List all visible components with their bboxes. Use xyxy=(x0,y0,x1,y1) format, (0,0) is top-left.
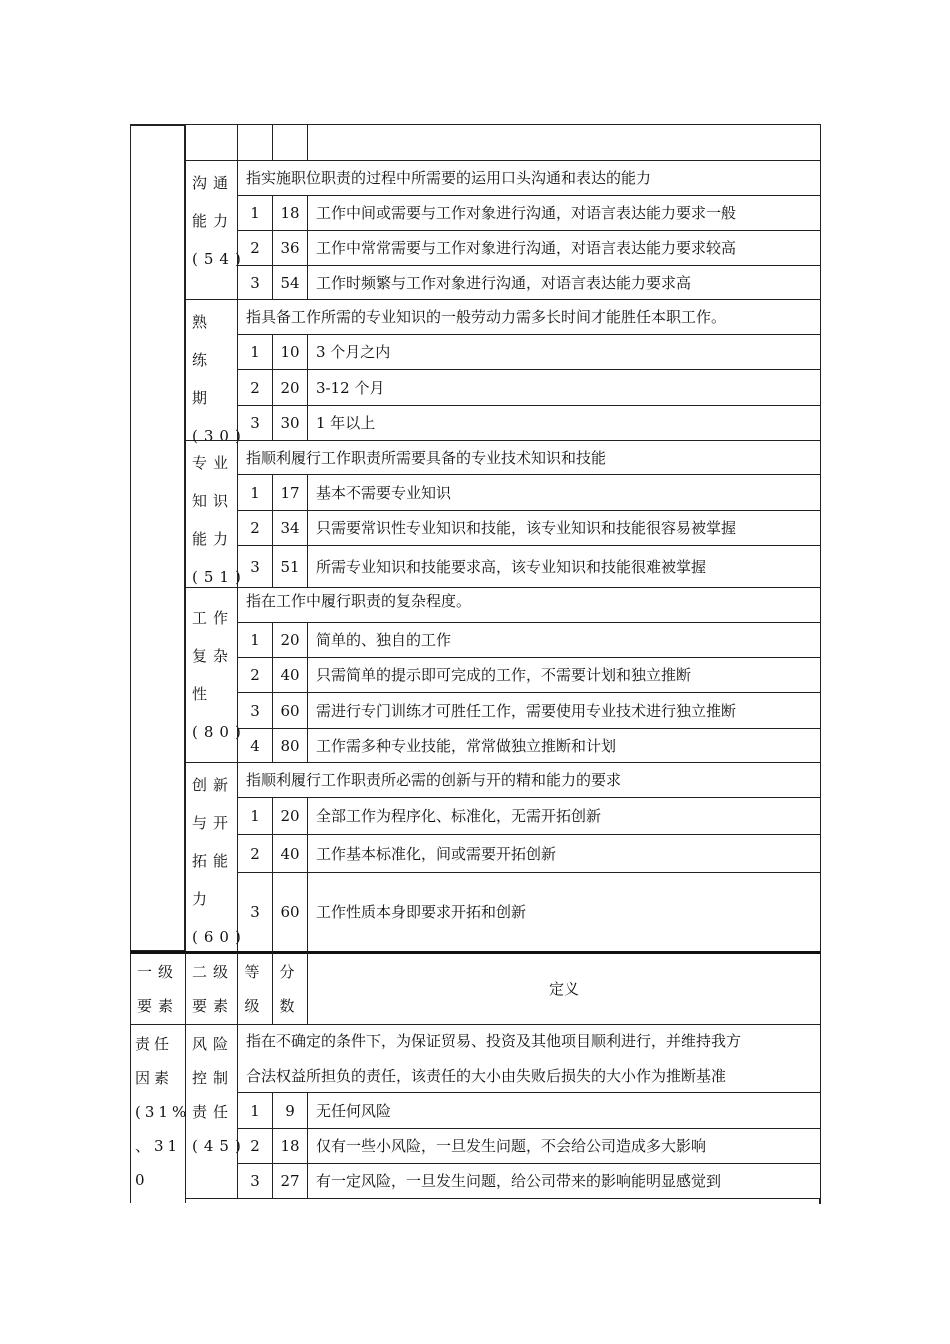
label-line: (45) xyxy=(192,1137,247,1155)
level-description: 需进行专门训练才可胜任工作，需要使用专业技术进行独立推断 xyxy=(307,692,821,729)
header-primary-factor xyxy=(130,951,186,1025)
level-grade: 1 xyxy=(237,474,273,511)
header-grade xyxy=(237,951,273,1025)
label-line: 0 xyxy=(135,1171,149,1189)
factor-definition: 指顺利履行工作职责所需要具备的专业技术知识和技能 xyxy=(237,440,821,475)
label-line: 复杂 xyxy=(192,647,235,665)
secondary-factor-label xyxy=(185,160,247,300)
label-line: 控制 xyxy=(192,1069,235,1087)
level-grade: 2 xyxy=(237,230,273,266)
level-score: 17 xyxy=(272,474,308,511)
label-line: 工作 xyxy=(192,609,235,627)
level-description: 工作性质本身即要求开拓和创新 xyxy=(307,872,821,952)
factor-definition: 指实施职位职责的过程中所需要的运用口头沟通和表达的能力 xyxy=(237,160,821,196)
level-grade: 1 xyxy=(237,1092,273,1129)
level-grade: 1 xyxy=(237,622,273,658)
label-line: (51) xyxy=(192,568,247,586)
secondary-factor-label xyxy=(185,440,247,588)
header-line: 等 xyxy=(244,963,266,981)
label-line: (30) xyxy=(192,427,247,445)
header-secondary-factor xyxy=(185,951,238,1025)
label-line: 性 xyxy=(192,685,214,703)
level-grade: 3 xyxy=(237,405,273,441)
level-score: 36 xyxy=(272,230,308,266)
level-score: 40 xyxy=(272,657,308,693)
level-description: 1 年以上 xyxy=(307,405,821,441)
level-score: 60 xyxy=(272,872,308,952)
label-line: 与开 xyxy=(192,814,235,832)
header-definition: 定义 xyxy=(307,951,821,1025)
label-line: 期 xyxy=(192,389,214,407)
table-right-edge xyxy=(819,1198,821,1204)
level-grade: 2 xyxy=(237,510,273,546)
level-description: 只需要常识性专业知识和技能，该专业知识和技能很容易被掌握 xyxy=(307,510,821,546)
factor-definition: 指具备工作所需的专业知识的一般劳动力需多长时间才能胜任本职工作。 xyxy=(237,299,821,335)
header-line: 分 xyxy=(279,963,301,981)
level-grade: 4 xyxy=(237,728,273,763)
label-line: 沟通 xyxy=(192,174,235,192)
level-score: 18 xyxy=(272,1128,308,1164)
level-grade xyxy=(237,124,273,161)
level-description: 3-12 个月 xyxy=(307,369,821,406)
level-score: 80 xyxy=(272,728,308,763)
level-description: 工作时频繁与工作对象进行沟通，对语言表达能力要求高 xyxy=(307,265,821,300)
level-description: 简单的、独自的工作 xyxy=(307,622,821,658)
level-score: 20 xyxy=(272,797,308,835)
header-line: 二级 xyxy=(192,963,235,981)
label-line: 责任 xyxy=(192,1103,235,1121)
level-grade: 2 xyxy=(237,1128,273,1164)
level-description: 工作中间或需要与工作对象进行沟通，对语言表达能力要求一般 xyxy=(307,195,821,231)
level-description: 工作需多种专业技能，常常做独立推断和计划 xyxy=(307,728,821,763)
level-grade: 1 xyxy=(237,797,273,835)
level-score: 20 xyxy=(272,369,308,406)
level-score: 9 xyxy=(272,1092,308,1129)
responsibility-definition xyxy=(237,1024,821,1093)
secondary-factor-label xyxy=(185,124,238,161)
factor-definition: 指在工作中履行职责的复杂程度。 xyxy=(237,587,821,623)
responsibility-primary-factor xyxy=(130,1024,191,1203)
header-line: 数 xyxy=(279,997,301,1015)
level-description: 无任何风险 xyxy=(307,1092,821,1129)
level-grade: 3 xyxy=(237,265,273,300)
level-score: 34 xyxy=(272,510,308,546)
label-line: 知识 xyxy=(192,492,235,510)
primary-factor-cell-upper xyxy=(130,124,185,951)
label-line: 、31 xyxy=(135,1137,182,1155)
level-description: 有一定风险，一旦发生问题，给公司带来的影响能明显感觉到 xyxy=(307,1163,821,1199)
level-score xyxy=(272,124,308,161)
factor-definition: 指顺利履行工作职责所必需的创新与开的精和能力的要求 xyxy=(237,762,821,798)
level-score: 20 xyxy=(272,622,308,658)
level-score: 60 xyxy=(272,692,308,729)
label-line: (54) xyxy=(192,250,247,268)
label-line: 熟 xyxy=(192,313,214,331)
label-line: 因素 xyxy=(135,1069,174,1087)
label-line: 力 xyxy=(192,890,214,908)
header-line: 级 xyxy=(244,997,266,1015)
level-score: 54 xyxy=(272,265,308,300)
label-line: 专业 xyxy=(192,454,235,472)
level-description: 基本不需要专业知识 xyxy=(307,474,821,511)
header-line: 要素 xyxy=(137,997,180,1015)
header-line: 要素 xyxy=(192,997,235,1015)
level-grade: 2 xyxy=(237,657,273,693)
label-line: 练 xyxy=(192,351,214,369)
level-description: 工作中常常需要与工作对象进行沟通，对语言表达能力要求较高 xyxy=(307,230,821,266)
level-score: 30 xyxy=(272,405,308,441)
level-score: 18 xyxy=(272,195,308,231)
label-line: 责任 xyxy=(135,1035,174,1053)
level-grade: 3 xyxy=(237,692,273,729)
level-grade: 3 xyxy=(237,545,273,588)
header-line: 一级 xyxy=(137,963,180,981)
label-line: (60) xyxy=(192,928,247,946)
level-score: 10 xyxy=(272,334,308,370)
secondary-factor-label xyxy=(185,299,247,445)
level-grade: 2 xyxy=(237,369,273,406)
level-grade: 1 xyxy=(237,195,273,231)
header-score xyxy=(272,951,308,1025)
responsibility-secondary-factor xyxy=(185,1024,247,1199)
level-description: 只需简单的提示即可完成的工作，不需要计划和独立推断 xyxy=(307,657,821,693)
secondary-factor-label xyxy=(185,587,247,763)
label-line: 能力 xyxy=(192,530,235,548)
level-description: 仅有一些小风险，一旦发生问题，不会给公司造成多大影响 xyxy=(307,1128,821,1164)
level-description: 所需专业知识和技能要求高，该专业知识和技能很难被掌握 xyxy=(307,545,821,588)
level-score: 40 xyxy=(272,834,308,873)
definition-line: 指在不确定的条件下，为保证贸易、投资及其他项目顺利进行，并维持我方 xyxy=(246,1031,742,1050)
label-line: (80) xyxy=(192,723,247,741)
level-score: 27 xyxy=(272,1163,308,1199)
level-description: 工作基本标准化，间或需要开拓创新 xyxy=(307,834,821,873)
secondary-factor-label xyxy=(185,762,247,952)
level-score: 51 xyxy=(272,545,308,588)
level-grade: 3 xyxy=(237,1163,273,1199)
label-line: 能力 xyxy=(192,212,235,230)
label-line: 创新 xyxy=(192,776,235,794)
level-grade: 1 xyxy=(237,334,273,370)
label-line: 风险 xyxy=(192,1035,235,1053)
level-description: 3 个月之内 xyxy=(307,334,821,370)
definition-line: 合法权益所担负的责任，该责任的大小由失败后损失的大小作为推断基准 xyxy=(246,1066,727,1085)
label-line: (31% xyxy=(135,1103,191,1121)
level-description xyxy=(307,124,821,161)
level-description: 全部工作为程序化、标准化，无需开拓创新 xyxy=(307,797,821,835)
label-line: 拓能 xyxy=(192,852,235,870)
level-grade: 3 xyxy=(237,872,273,952)
level-grade: 2 xyxy=(237,834,273,873)
